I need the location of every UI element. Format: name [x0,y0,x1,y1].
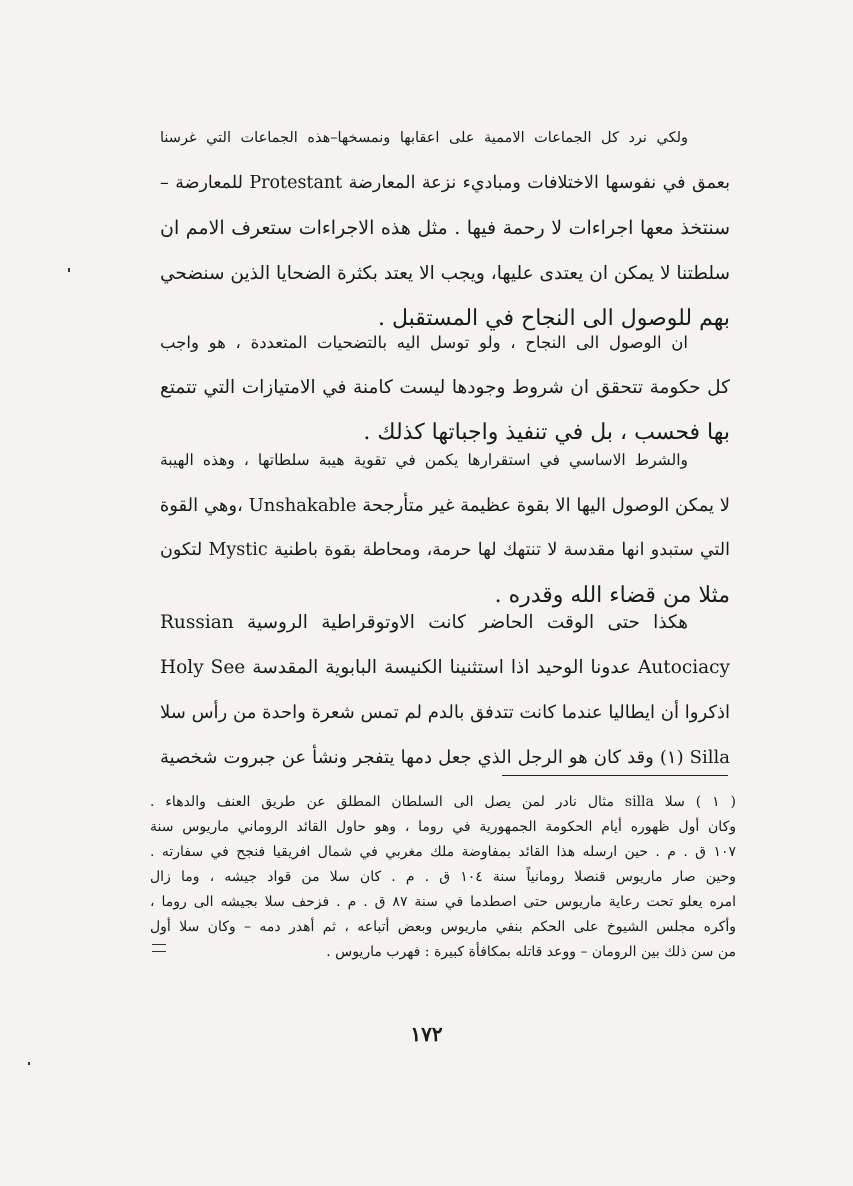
text-line: ولكي نرد كل الجماعات الاممية على اعقابها ونمسخها–هذه الجماعات التي غرسنا [160,130,688,146]
footnote-line: امره يعلو تحت رعاية ماريوس حتى اصطدما في سنة ٨٧ ق . م . فزحف سلا بجيشه الى روما ، [150,894,736,910]
footnote-separator [502,775,728,776]
footnote-line: وأكره مجلس الشيوخ على الحكم بنفي ماريوس وبعض أتباعه ، ثم أهدر دمه – وكان سلا أول [150,919,736,935]
text-line: التي ستبدو انها مقدسة لا تنتهك لها حرمة، ومحاطة بقوة باطنية Mystic لتكون [160,540,731,560]
margin-mark [152,944,166,952]
text-line: كل حكومة تتحقق ان شروط وجودها ليست كامنة في الامتيازات التي تتمتع [160,377,730,398]
footnote-line: وكان أول ظهوره أيام الحكومة الجمهورية في روما ، وهو حاول القائد الروماني ماريوس سنة [150,819,736,835]
footnote-line: وحين صار ماريوس قنصلا رومانياً سنة ١٠٤ ق . م . كان سلا من قواد جيشه ، وما زال [150,869,737,885]
text-line: مثلا من قضاء الله وقدره . [494,583,730,608]
text-line: والشرط الاساسي في استقرارها يكمن في تقوية هيبة سلطاتها ، وهذه الهيبة [160,451,688,469]
text-line: اذكروا أن ايطاليا عندما كانت تتدفق بالدم لم تمس شعرة واحدة من رأس سلا [160,702,730,723]
text-line: ان الوصول الى النجاح ، ولو توسل اليه بالتضحيات المتعددة ، هو واجب [160,333,688,352]
scan-speck [68,268,70,272]
text-line: بهم للوصول الى النجاح في المستقبل . [377,306,730,331]
text-line: سلطتنا لا يمكن ان يعتدى عليها، ويجب الا يعتد بكثرة الضحايا الذين سنضحي [160,263,730,284]
text-line: Silla (١) وقد كان هو الرجل الذي جعل دمها يتفجر ونشأ عن جبروت شخصية [160,747,731,768]
paragraph-2 [160,320,730,455]
text-line: بعمق في نفوسها الاختلافات ومباديء نزعة المعارضة Protestant للمعارضة – [160,173,730,193]
page-number: ١٧٢ [410,1022,443,1046]
paragraph-3 [160,438,730,618]
text-line: هكذا حتى الوقت الحاضر كانت الاوتوقراطية الروسية Russian [160,612,688,633]
footnote-line: ١٠٧ ق . م . حين ارسله هذا القائد بمفاوضة ملك مغربي في شمال افريقيا فنجح في سفارته . [150,844,736,860]
text-line: لا يمكن الوصول اليها الا بقوة عظيمة غير متأرجحة Unshakable ،وهي القوة [159,495,730,516]
footnote-line: من سن ذلك بين الرومان – ووعد قاتله بمكافأة كبيرة : فهرب ماريوس . [326,944,736,960]
paragraph-1 [160,116,730,341]
paragraph-4 [160,600,730,780]
text-line: سنتخذ معها اجراءات لا رحمة فيها . مثل هذه الاجراءات ستعرف الامم ان [160,217,730,239]
scan-speck [28,1062,30,1065]
footnote [150,790,736,965]
footnote-line: ( ١ ) سلا silla مثال نادر لمن يصل الى السلطان المطلق عن طريق العنف والدهاء . [150,794,736,810]
text-line: بها فحسب ، بل في تنفيذ واجباتها كذلك . [363,420,730,445]
text-line: Autociacy عدونا الوحيد اذا استثنينا الكنيسة البابوية المقدسة Holy See [160,657,730,678]
